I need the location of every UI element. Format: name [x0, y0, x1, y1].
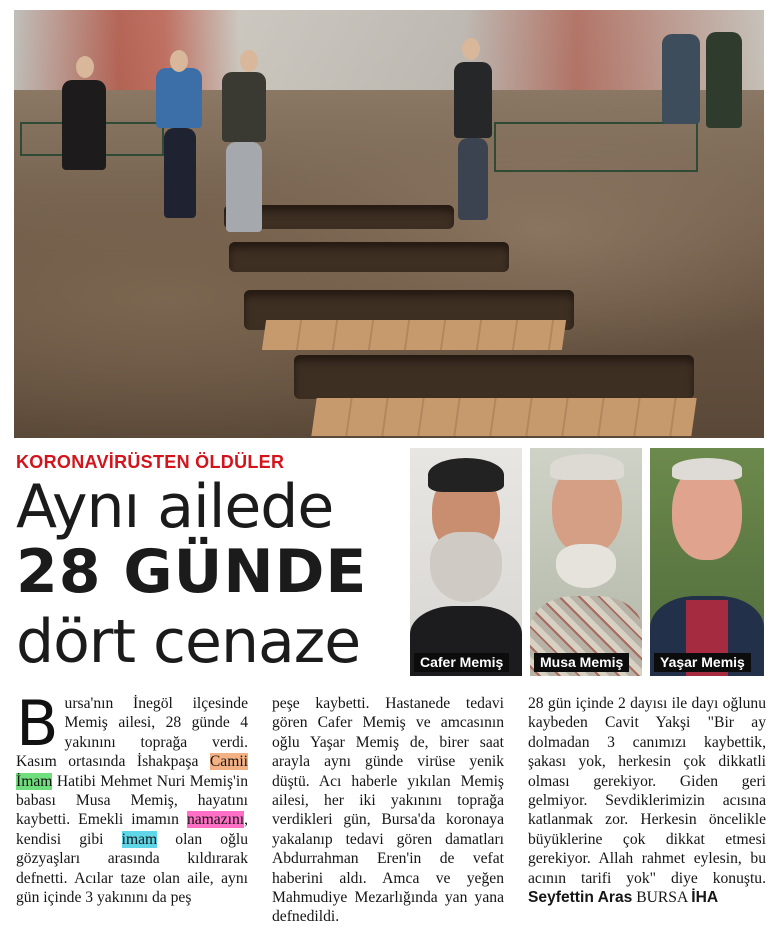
person [222, 72, 266, 142]
headline-line-2: 28 GÜNDE [16, 537, 368, 607]
article-column-1 [16, 687, 248, 907]
portrait-cafer [410, 448, 522, 676]
byline-agency: İHA [691, 889, 719, 907]
portrait-yasar [650, 448, 764, 676]
byline-city: BURSA [636, 889, 688, 907]
portrait-caption: Yaşar Memiş [654, 653, 751, 672]
article-text: ursa'nın İnegöl ilçesinde Memiş ailesi, 28 günde 4 yakınını toprağa verdi. Kasım ortasında İshakpaşa [16, 695, 248, 771]
cemetery-photo [14, 10, 764, 438]
person-head [240, 50, 258, 72]
headline-line-3: dört cenaze [16, 607, 361, 677]
article-column-2 [272, 694, 504, 927]
highlight-word: namazını [186, 811, 245, 829]
portrait-caption: Musa Memiş [534, 653, 629, 672]
person-head [76, 56, 94, 78]
article-text: Hatibi Mehmet Nuri Memiş'in babası Musa Memiş, hayatını kaybetti. Emekli imamın [16, 772, 248, 829]
highlight-word: İmam [16, 772, 53, 790]
article-text: 28 gün içinde 2 dayısı ile dayı oğlunu kaybeden Cavit Yakşi "Bir ay dolmadan 3 canımızı kaybettik, şakası yok, herkesin çok dikkatli olması gerekiyor. Giden geri gelmiyor. Sevdiklerimizin acısına katlanmak zor. Herkesin öncelikle büyüklerine çok dikkat etmesi gerekiyor. Allah rahmet eylesin, bu acının tarifi yok" diye konuştu. [528, 695, 766, 887]
byline-name: Seyfettin Aras [528, 889, 633, 907]
person [454, 62, 492, 138]
section-kicker: KORONAVİRÜSTEN ÖLDÜLER [16, 452, 285, 472]
person [458, 138, 488, 220]
article-text: olan oğlu gözyaşları arasında kıldırarak defnetti. Acılar taze olan aile, aynı gün içinde 3 yakınını da peş [16, 830, 248, 907]
wooden-planks [311, 398, 696, 436]
headline-line-1: Aynı ailede [16, 472, 334, 542]
person [226, 142, 262, 232]
person-head [462, 38, 480, 60]
person [62, 80, 106, 170]
highlight-word: imam [121, 830, 158, 848]
article-column-3 [528, 694, 766, 907]
article-text: peşe kaybetti. Hastanede tedavi gören Cafer Memiş ve amcasının oğlu Yaşar Memiş de, birer saat arayla aynı günde virüse yenik düştü. Acı haberle yıkılan Memiş ailesi, her iki yakınını toprağa verdikleri gün, Bursa'da koronaya yakalanıp tedavi gören damatları Abdurrahman Eren'in de vefat haberini aldı. Amca ve yeğen Mahmudiye Mezarlığında yan yana defnedildi. [272, 695, 504, 926]
person-head [170, 50, 188, 72]
person [156, 68, 202, 128]
grave [294, 355, 694, 399]
person [662, 34, 700, 124]
background-buildings [14, 10, 764, 90]
fence [494, 122, 698, 172]
portrait-caption: Cafer Memiş [414, 653, 509, 672]
person [706, 32, 742, 128]
grave [229, 242, 509, 272]
person [164, 128, 196, 218]
wooden-planks [262, 320, 566, 350]
article-text: , kendisi gibi [16, 811, 248, 848]
portrait-musa [530, 448, 642, 676]
drop-cap: B [16, 687, 59, 760]
highlight-word: Camii [209, 753, 248, 771]
